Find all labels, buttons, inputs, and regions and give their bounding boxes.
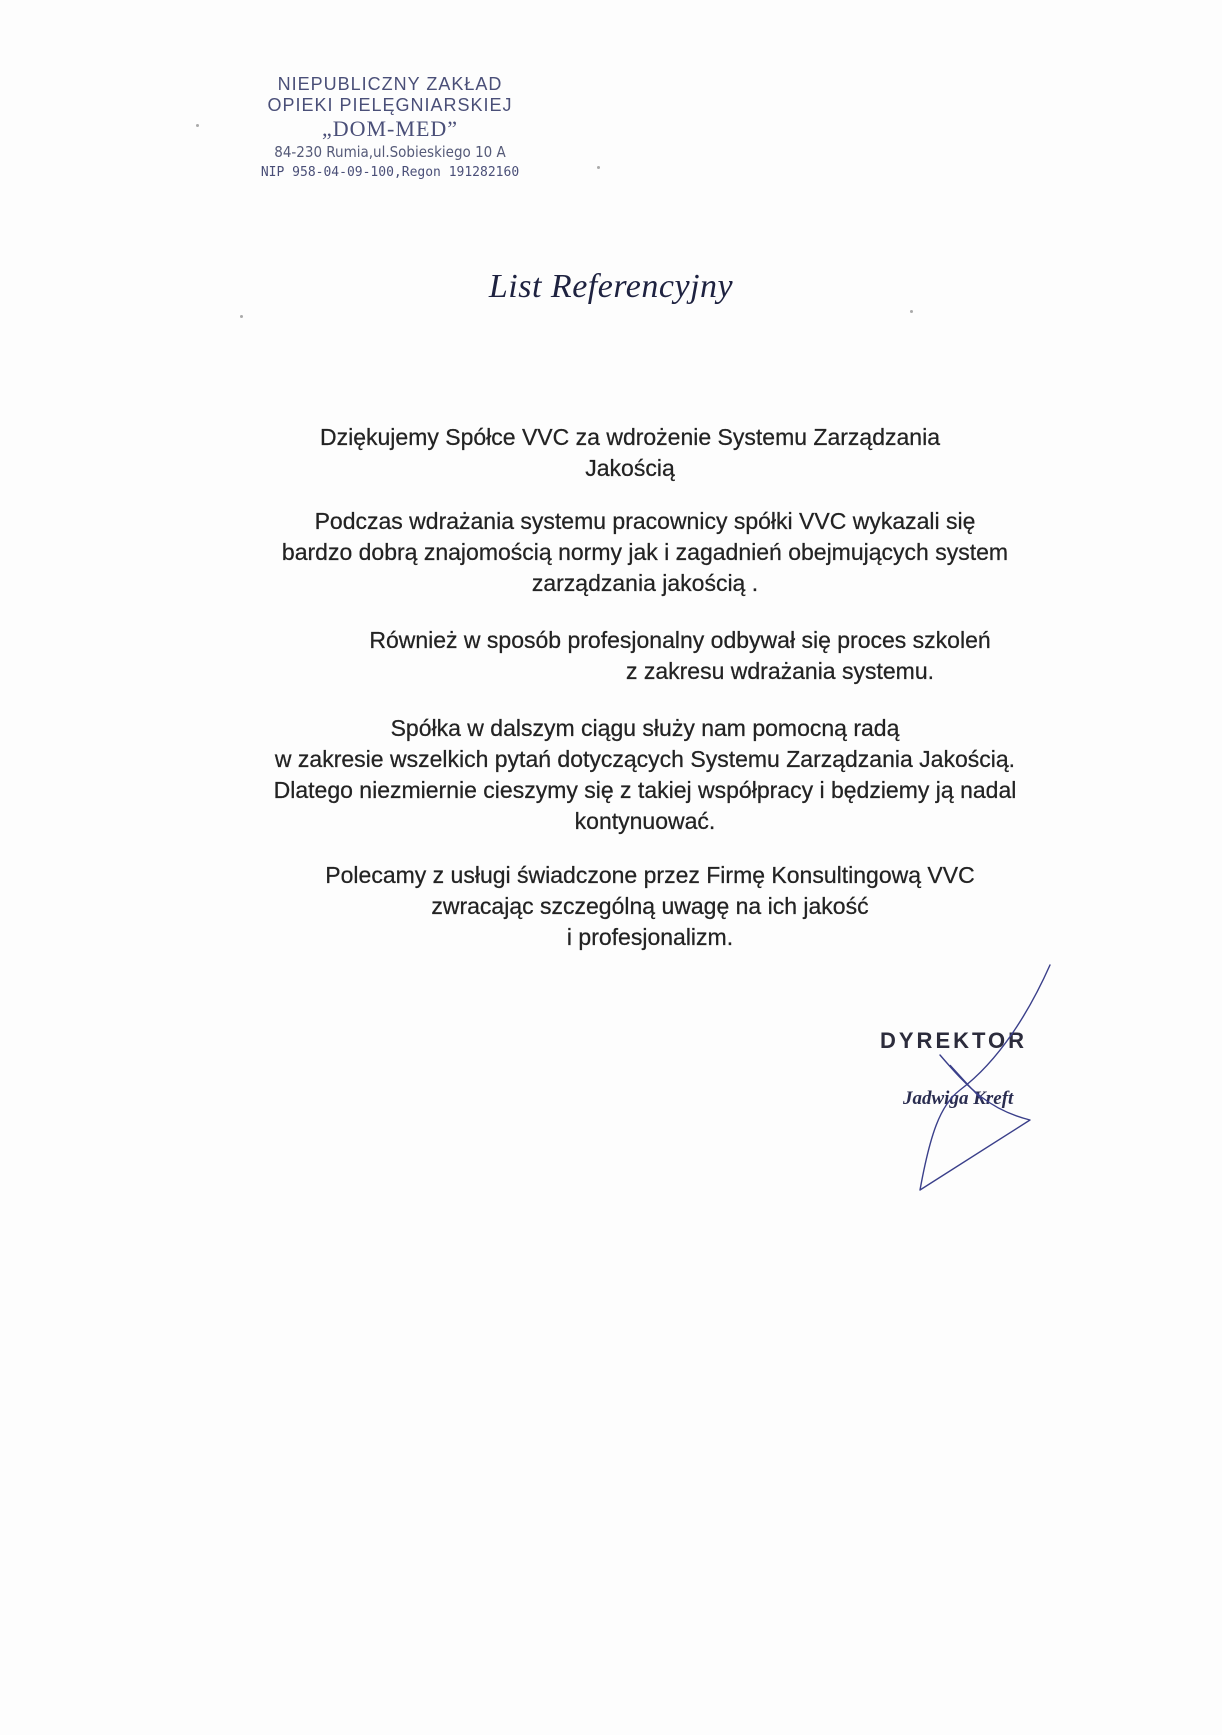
stamp-company-name: „DOM-MED”: [321, 116, 459, 141]
paragraph-line: Dziękujemy Spółce VVC za wdrożenie Systemu Zarządzania: [320, 424, 940, 450]
paragraph-1: [260, 422, 1000, 484]
signatory-name: Jadwiga Kreft: [903, 1088, 1014, 1109]
speck: [240, 315, 243, 318]
paragraph-line: bardzo dobrą znajomością normy jak i zagadnień obejmujących system: [281, 539, 1009, 565]
paragraph-line: Również w sposób profesjonalny odbywał się proces szkoleń: [369, 627, 991, 653]
paragraph-line: Spółka w dalszym ciągu służy nam pomocną radą: [390, 715, 900, 741]
stamp-address: 84-230 Rumia,ul.Sobieskiego 10 A: [274, 143, 506, 161]
stamp-line-2: OPIEKI PIELĘGNIARSKIEJ: [267, 95, 513, 115]
paragraph-2: [160, 506, 1130, 599]
speck: [597, 166, 600, 169]
paragraph-line: z zakresu wdrażania systemu.: [625, 658, 935, 684]
handwritten-signature: [900, 960, 1060, 1200]
stamp-line-1: NIEPUBLICZNY ZAKŁAD: [277, 74, 503, 94]
paragraph-line: Polecamy z usługi świadczone przez Firmę Konsultingową VVC: [325, 862, 975, 888]
speck: [910, 310, 913, 313]
speck: [196, 124, 199, 127]
paragraph-line: kontynuować.: [574, 808, 716, 834]
letter-title: List Referencyjny: [488, 268, 734, 305]
paragraph-line: zarządzania jakością .: [531, 570, 759, 596]
paragraph-4: [150, 713, 1140, 837]
paragraph-line: Podczas wdrażania systemu pracownicy spółki VVC wykazali się: [314, 508, 976, 534]
paragraph-line: Dlatego niezmiernie cieszymy się z takiej współpracy i będziemy ją nadal: [273, 777, 1017, 803]
paragraph-3: [250, 625, 1110, 687]
paragraph-line: w zakresie wszelkich pytań dotyczących Systemu Zarządzania Jakością.: [274, 746, 1016, 772]
stamp-nip-regon: NIP 958-04-09-100,Regon 191282160: [260, 165, 520, 180]
paragraph-line: zwracając szczególną uwagę na ich jakość: [431, 893, 869, 919]
paragraph-line: i profesjonalizm.: [566, 924, 734, 950]
paragraph-line: Jakością: [585, 455, 675, 481]
signatory-role: DYREKTOR: [880, 1028, 1028, 1053]
company-stamp: [240, 74, 540, 183]
paragraph-5: [200, 860, 1100, 953]
